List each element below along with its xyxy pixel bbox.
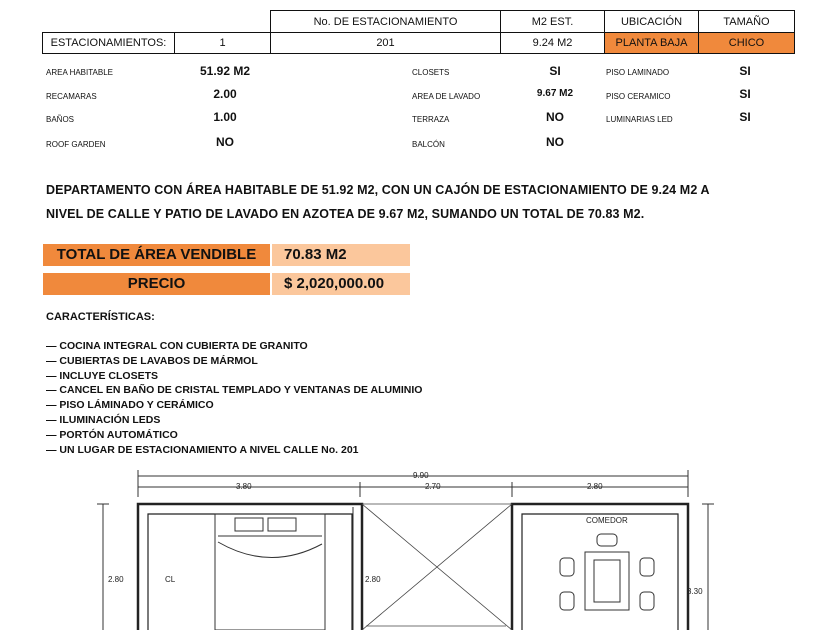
dining-label: COMEDOR xyxy=(586,516,628,525)
feature-item: — CANCEL EN BAÑO DE CRISTAL TEMPLADO Y VENTANAS DE ALUMINIO xyxy=(46,384,423,397)
spec-value: 51.92 M2 xyxy=(199,64,251,78)
feature-item: — ILUMINACIÓN LEDS xyxy=(46,413,161,426)
dim-mid: 2.70 xyxy=(425,482,441,491)
spec-label: PISO LAMINADO xyxy=(606,68,670,77)
feature-item: — COCINA INTEGRAL CON CUBIERTA DE GRANITO xyxy=(46,340,308,352)
spec-label: TERRAZA xyxy=(412,115,450,124)
spec-label: BALCÓN xyxy=(412,140,445,149)
spec-label: PISO CERAMICO xyxy=(606,92,671,101)
total-area-value: 70.83 M2 xyxy=(272,244,410,266)
features-list xyxy=(46,339,422,457)
spec-label: RECAMARAS xyxy=(46,92,97,101)
header-size: TAMAÑO xyxy=(699,11,795,33)
dim-total: 9.90 xyxy=(413,471,429,480)
description-line: DEPARTAMENTO CON ÁREA HABITABLE DE 51.92 M2, CON UN CAJÓN DE ESTACIONAMIENTO DE 9.24 M2 A xyxy=(46,183,710,197)
dim-height-right: 3.30 xyxy=(687,587,703,596)
header-m2: M2 EST. xyxy=(501,11,605,33)
total-area-label: TOTAL DE ÁREA VENDIBLE xyxy=(43,244,270,266)
spec-value: 1.00 xyxy=(213,110,237,124)
parking-m2: 9.24 M2 xyxy=(501,33,605,54)
feature-item: — INCLUYE CLOSETS xyxy=(46,369,159,382)
spec-value: NO xyxy=(546,135,564,149)
parking-count: 1 xyxy=(175,33,271,54)
feature-item: — PISO LÁMINADO Y CERÁMICO xyxy=(46,399,214,412)
feature-item: — CUBIERTAS DE LAVABOS DE MÁRMOL xyxy=(46,354,258,367)
description-line: NIVEL DE CALLE Y PATIO DE LAVADO EN AZOTEA DE 9.67 M2, SUMANDO UN TOTAL DE 70.83 M2. xyxy=(46,207,645,221)
parking-size: CHICO xyxy=(699,33,795,54)
spec-value: 2.00 xyxy=(213,87,237,101)
parking-label: ESTACIONAMIENTOS: xyxy=(43,33,175,54)
dim-left: 3.80 xyxy=(236,482,252,491)
spec-value: 9.67 M2 xyxy=(536,88,574,99)
floor-plan xyxy=(0,462,840,630)
spec-value: NO xyxy=(546,110,564,124)
spec-label: BAÑOS xyxy=(46,115,75,124)
spec-label: LUMINARIAS LED xyxy=(606,115,673,124)
spec-label: ROOF GARDEN xyxy=(46,140,106,149)
parking-table xyxy=(42,10,795,54)
spec-value: SI xyxy=(739,87,751,101)
dim-height-left: 2.80 xyxy=(108,575,124,584)
dining-inner-walls xyxy=(522,514,678,630)
features-title: CARACTERÍSTICAS: xyxy=(46,311,155,323)
parking-location: PLANTA BAJA xyxy=(605,33,699,54)
apartment-description xyxy=(46,178,766,226)
closet-label: CL xyxy=(165,575,176,584)
dim-height-mid: 2.80 xyxy=(365,575,381,584)
header-spacer xyxy=(175,11,271,33)
spec-value: SI xyxy=(739,64,751,78)
header-parking-number: No. DE ESTACIONAMIENTO xyxy=(271,11,501,33)
spec-value: SI xyxy=(739,110,751,124)
dining-table-icon xyxy=(560,534,654,610)
feature-item: — UN LUGAR DE ESTACIONAMIENTO A NIVEL CALLE No. 201 xyxy=(46,443,359,456)
price-label: PRECIO xyxy=(43,273,270,295)
parking-number: 201 xyxy=(271,33,501,54)
spec-label: CLOSETS xyxy=(412,68,450,77)
dim-right: 2.80 xyxy=(587,482,603,491)
bedroom-walls xyxy=(138,504,362,630)
header-spacer xyxy=(43,11,175,33)
header-location: UBICACIÓN xyxy=(605,11,699,33)
spec-label: AREA DE LAVADO xyxy=(412,92,481,101)
spec-label: AREA HABITABLE xyxy=(46,68,113,77)
bed-icon xyxy=(215,514,325,630)
spec-value: SI xyxy=(549,64,561,78)
feature-item: — PORTÓN AUTOMÁTICO xyxy=(46,428,178,441)
price-value: $ 2,020,000.00 xyxy=(272,273,410,295)
spec-value: NO xyxy=(216,135,234,149)
